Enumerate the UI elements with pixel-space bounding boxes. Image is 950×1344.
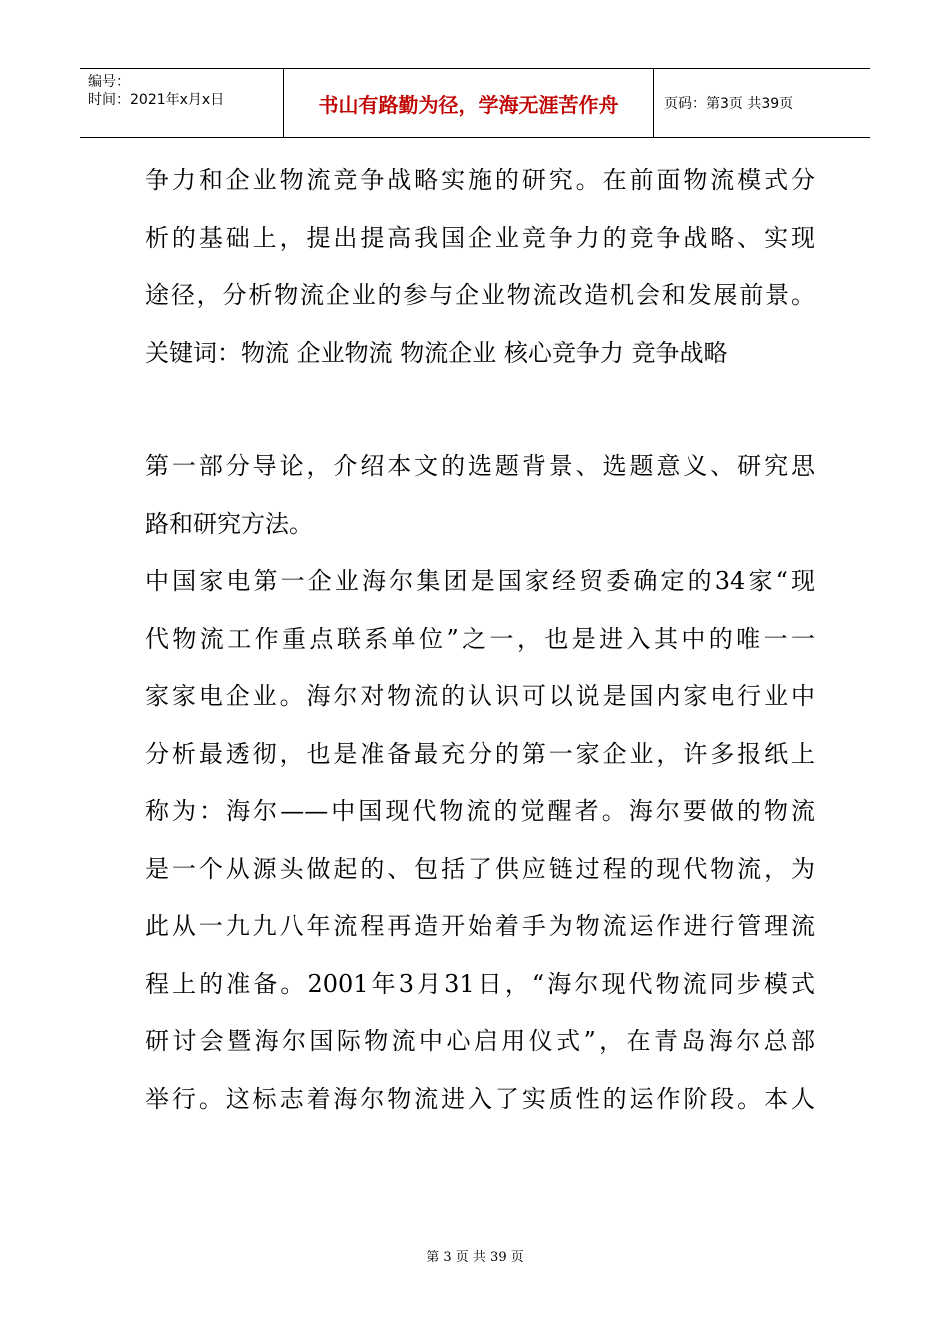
body-line: 研讨会暨海尔国际物流中心启用仪式”，在青岛海尔总部 [145, 1027, 815, 1055]
body-line: 举行。这标志着海尔物流进入了实质性的运作阶段。本人 [145, 1084, 815, 1113]
number-label: 编号： [88, 74, 130, 90]
paragraph-gap [145, 382, 815, 438]
body-line: 家家电企业。海尔对物流的认识可以说是国内家电行业中 [145, 682, 815, 710]
header-page-info: 页码：第3页 共39页 [664, 96, 794, 112]
body-line: 称为：海尔——中国现代物流的觉醒者。海尔要做的物流 [145, 797, 815, 825]
keywords-line: 关键词：物流 企业物流 物流企业 核心竞争力 竞争战略 [145, 338, 728, 367]
body-line: 途径，分析物流企业的参与企业物流改造机会和发展前景。 [145, 281, 815, 309]
body-line: 第一部分导论，介绍本文的选题背景、选题意义、研究思 [145, 452, 815, 480]
document-body [145, 152, 815, 1128]
body-line: 是一个从源头做起的、包括了供应链过程的现代物流，为 [145, 854, 815, 883]
page-footer: 第 3 页 共 39 页 [426, 1250, 524, 1265]
header-meta [88, 73, 288, 109]
body-line: 争力和企业物流竞争战略实施的研究。在前面物流模式分 [145, 166, 815, 194]
body-line: 析的基础上，提出提高我国企业竞争力的竞争战略、实现 [145, 223, 815, 252]
time-label: 时间：2021年x月x日 [88, 92, 225, 108]
body-line: 程上的准备。2001年3月31日，“海尔现代物流同步模式 [145, 969, 815, 998]
document-header [80, 68, 870, 138]
body-line: 路和研究方法。 [145, 509, 313, 538]
body-line: 分析最透彻，也是准备最充分的第一家企业，许多报纸上 [145, 739, 815, 768]
body-line: 中国家电第一企业海尔集团是国家经贸委确定的34家“现 [145, 567, 815, 595]
header-divider-right [653, 69, 654, 137]
header-motto: 书山有路勤为径，学海无涯苦作舟 [318, 92, 619, 117]
body-line: 代物流工作重点联系单位”之一，也是进入其中的唯一一 [145, 624, 815, 653]
body-line: 此从一九九八年流程再造开始着手为物流运作进行管理流 [145, 912, 815, 940]
